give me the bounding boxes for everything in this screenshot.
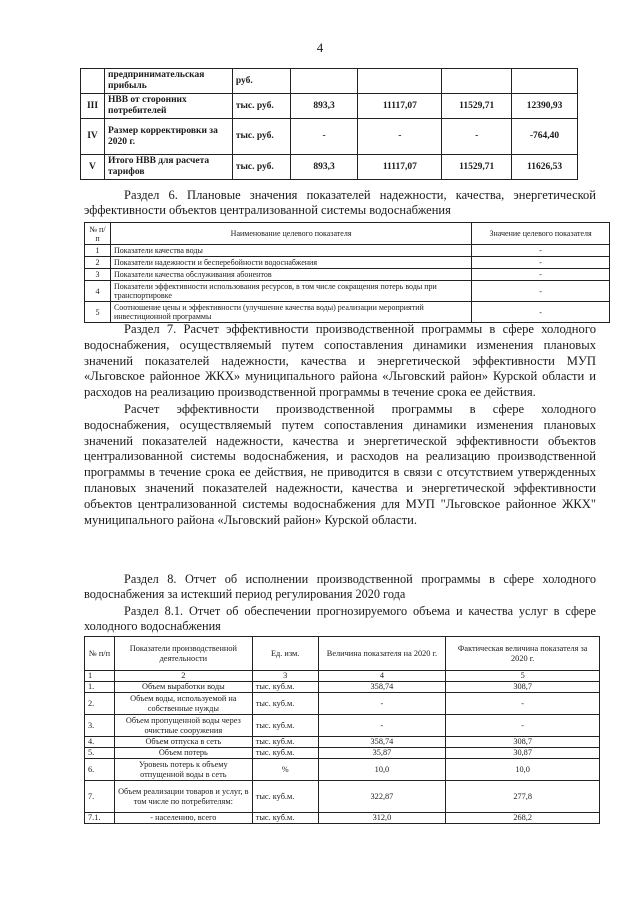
- nvv-table: [80, 68, 578, 180]
- table-row: 1. Объем выработки воды тыс. куб.м. 358,74 308,7: [85, 682, 600, 693]
- section7-text: [84, 322, 596, 528]
- table-row: V Итого НВВ для расчета тарифов тыс. руб. 893,3 11117,07 11529,71 11626,53: [81, 155, 578, 180]
- table-row: 2. Объем воды, используемой на собственные нужды тыс. куб.м. - -: [85, 693, 600, 715]
- targets-table: [84, 222, 610, 323]
- section6-title: Раздел 6. Плановые значения показателей надежности, качества, энергетической эффективности объектов централизованной системы водоснабжения: [84, 188, 596, 217]
- row-name: предпринимательская прибыль: [104, 69, 232, 94]
- table-row: 7. Объем реализации товаров и услуг, в том числе по потребителям: тыс. куб.м. 322,87 277,8: [85, 781, 600, 813]
- column-numbers: 1 2 3 4 5: [85, 671, 600, 682]
- table-row: 4. Объем отпуска в сеть тыс. куб.м. 358,74 308,7: [85, 737, 600, 748]
- report-table: [84, 636, 600, 824]
- table-row: IV Размер корректировки за 2020 г. тыс. руб. - - - -764,40: [81, 119, 578, 155]
- table-row: 5. Объем потерь тыс. куб.м. 35,87 30,87: [85, 748, 600, 759]
- page-number: 4: [316, 40, 324, 55]
- table-row: 4 Показатели эффективности использования ресурсов, в том числе сокращения потерь воды при транспортировке -: [85, 281, 610, 302]
- table-row: 3 Показатели качества обслуживания абонентов -: [85, 269, 610, 281]
- section7-paragraph-2: Расчет эффективности производственной программы в сфере холодного водоснабжения, осуществляемый путем сопоставления динамики изменения плановых значений показателей надежности, качества и энергетической эффективности объектов централизованной системы водоснабжения, и расходов на реализацию производственной программы в течение срока ее действия, не приводится в связи с отсутствием утвержденных плановых значений показателей надежности, качества и энергетической эффективности объектов централизованной системы водоснабжения для МУП "Льговское районное ЖКХ" муниципального района «Льговский район» Курской области.: [84, 401, 596, 527]
- table-row: 6. Уровень потерь к объему отпущенной воды в сеть % 10,0 10,0: [85, 759, 600, 781]
- section7-paragraph-1: Раздел 7. Расчет эффективности производственной программы в сфере холодного водоснабжения, осуществляемый путем сопоставления динамики изменения плановых значений показателей надежности, качества и энергетической эффективности МУП «Льговское районное ЖКХ» муниципального района «Льговский район» Курской области и расходов на реализацию производственной программы в течение срока ее действия.: [84, 322, 596, 400]
- table-row: 1 Показатели качества воды -: [85, 245, 610, 257]
- table-row: III НВВ от сторонних потребителей тыс. руб. 893,3 11117,07 11529,71 12390,93: [81, 94, 578, 119]
- table-row: 7.1. - населению, всего тыс. куб.м. 312,0 268,2: [85, 813, 600, 824]
- table-row: предпринимательская прибыль руб.: [81, 69, 578, 94]
- row-name: Размер корректировки за 2020 г.: [104, 119, 232, 155]
- table-row: 3. Объем пропущенной воды через очистные сооружения тыс. куб.м. - -: [85, 715, 600, 737]
- table-header: № п/п Показатели производственной деятельности Ед. изм. Величина показателя на 2020 г. Фактическая величина показателя за 2020 г.: [85, 637, 600, 671]
- table-header: № п/п Наименование целевого показателя Значение целевого показателя: [85, 223, 610, 245]
- table-row: 2 Показатели надежности и бесперебойности водоснабжения -: [85, 257, 610, 269]
- row-name: Итого НВВ для расчета тарифов: [104, 155, 232, 180]
- section8-subtitle: Раздел 8.1. Отчет об обеспечении прогнозируемого объема и качества услуг в сфере холодного водоснабжения: [84, 604, 596, 633]
- row-name: НВВ от сторонних потребителей: [104, 94, 232, 119]
- section8-title: Раздел 8. Отчет об исполнении производственной программы в сфере холодного водоснабжения за истекший период регулирования 2020 года: [84, 572, 596, 601]
- table-row: 5 Соотношение цены и эффективности (улучшение качества воды) реализации мероприятий инвестиционной программы -: [85, 302, 610, 323]
